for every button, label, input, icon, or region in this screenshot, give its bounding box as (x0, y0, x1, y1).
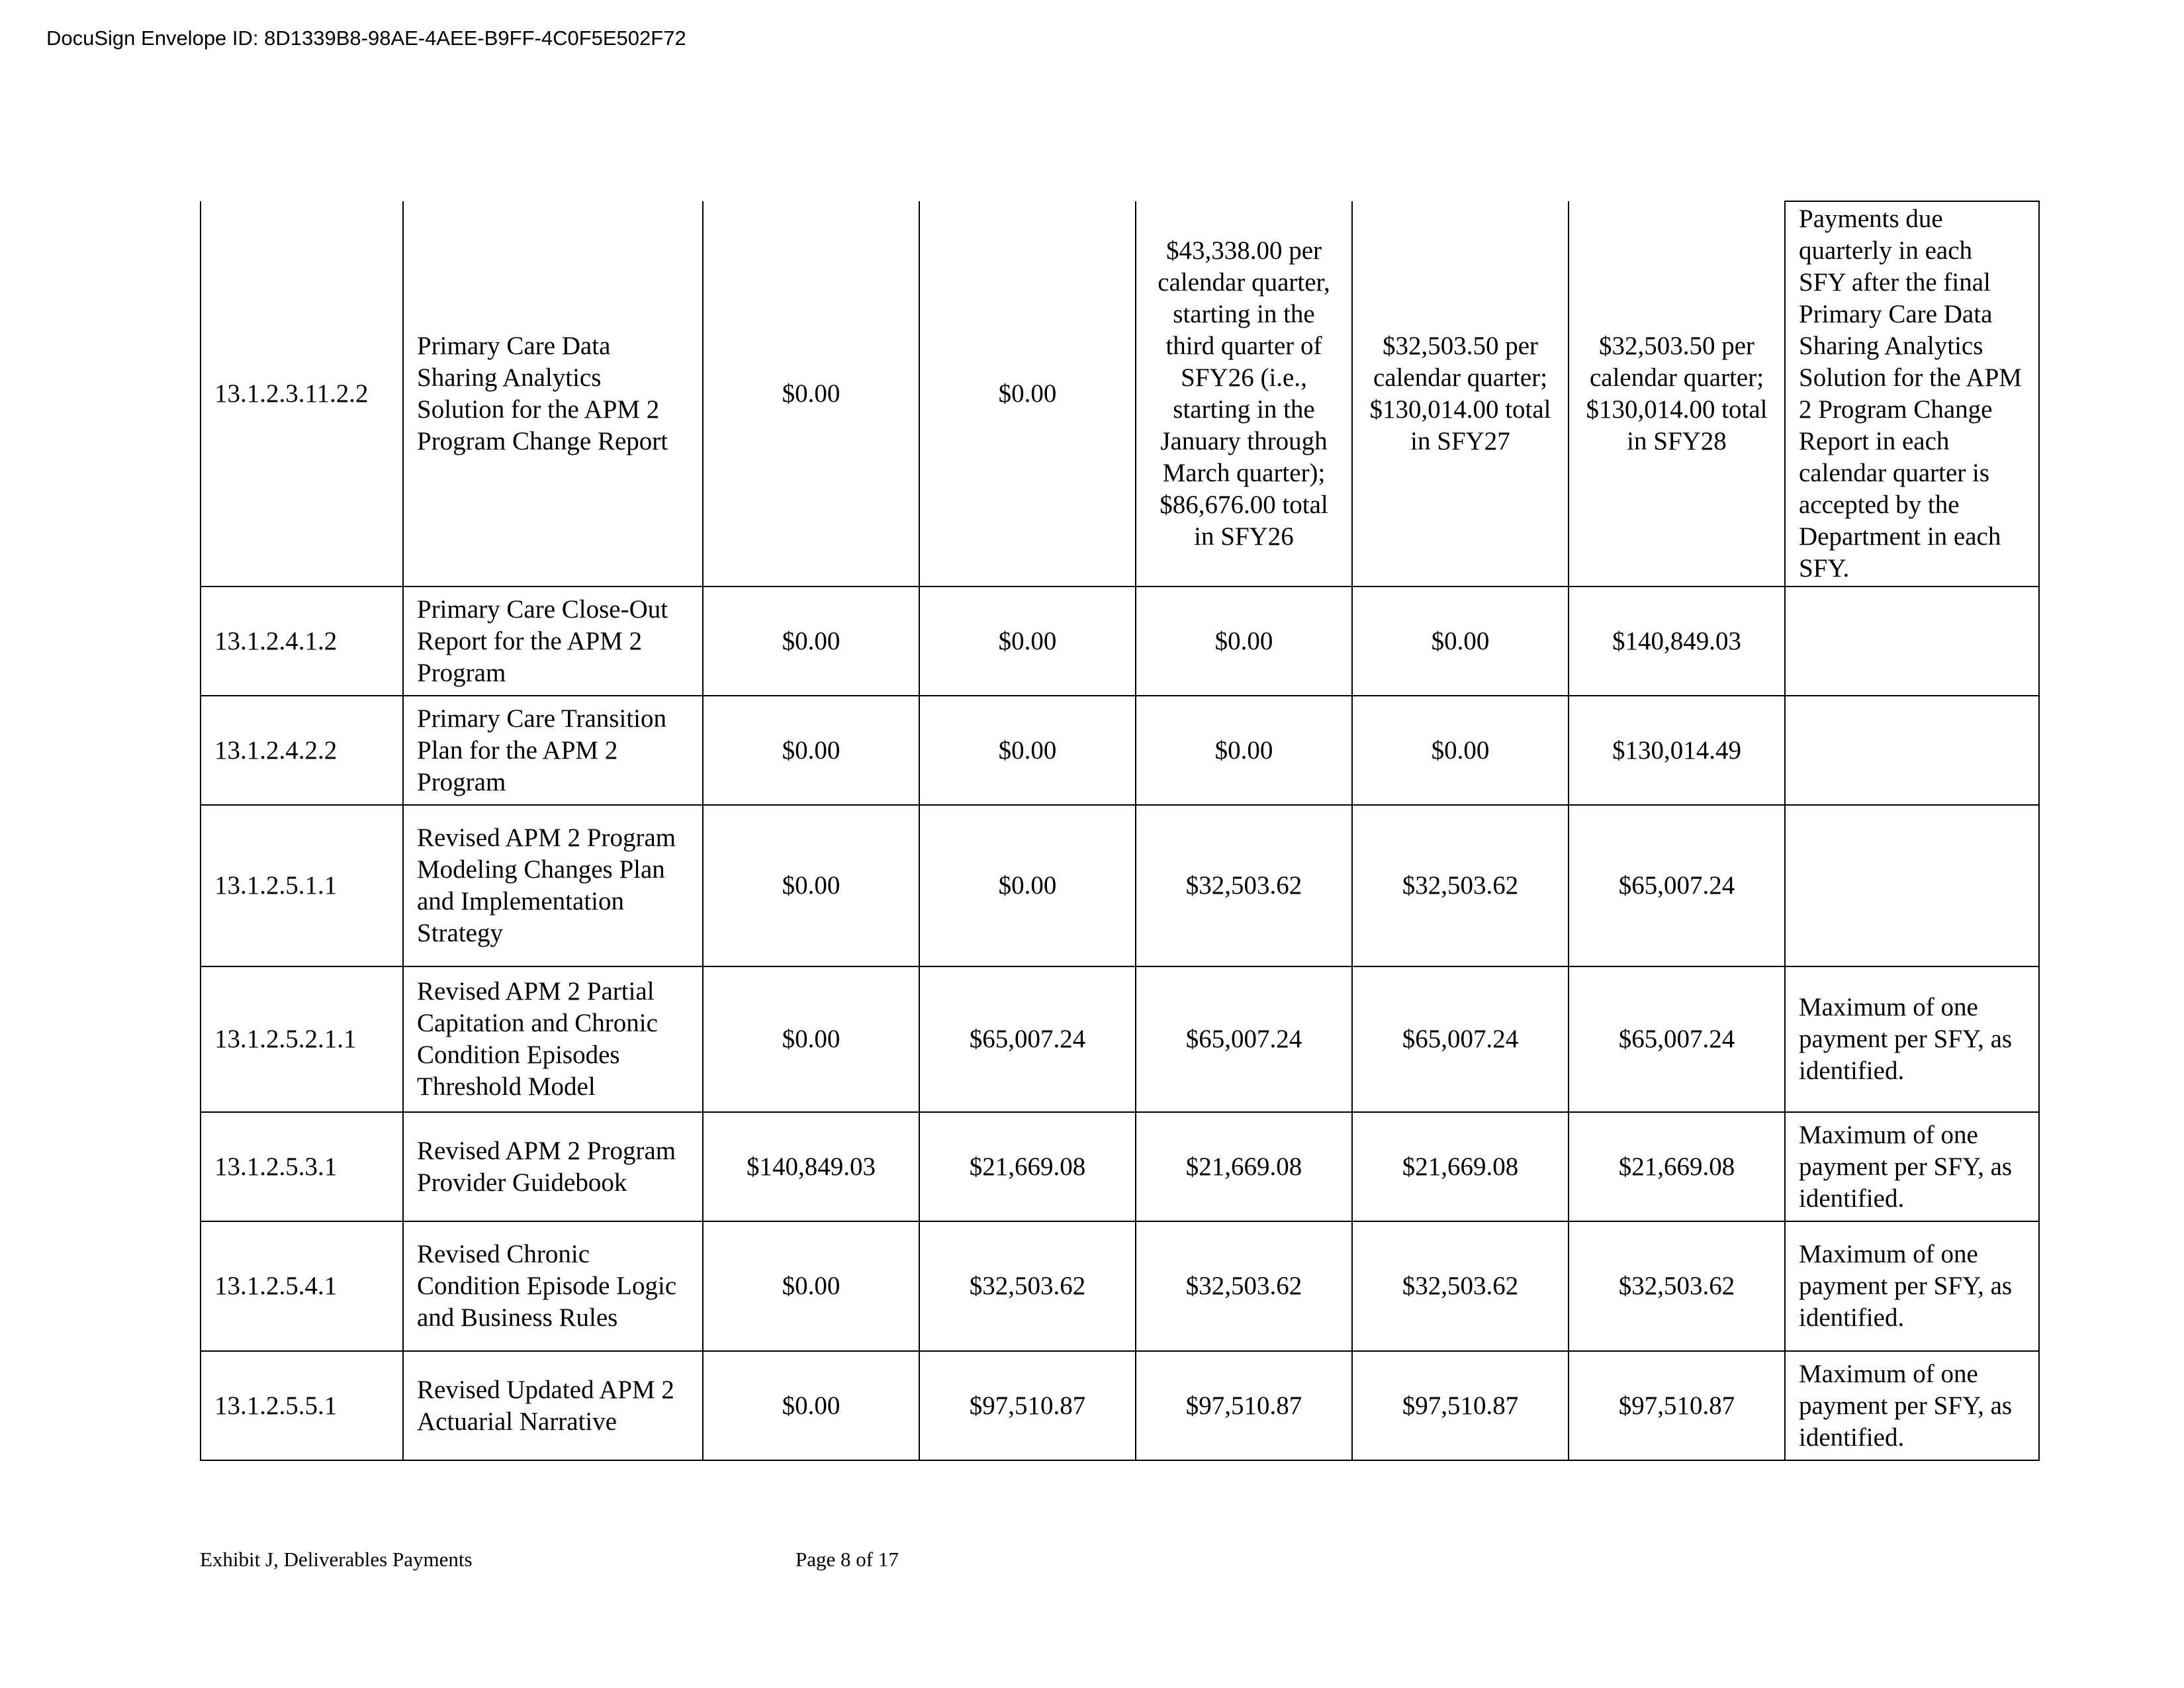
deliverable-name-cell: Revised APM 2 Partial Capitation and Chronic Condition Episodes Threshold Model (403, 966, 703, 1112)
notes-cell (1785, 696, 2039, 805)
deliverable-name-cell: Primary Care Close-Out Report for the APM 2 Program (403, 586, 703, 696)
table-row (201, 805, 2039, 966)
deliverable-name-cell: Revised APM 2 Program Provider Guidebook (403, 1112, 703, 1221)
notes-cell (1785, 805, 2039, 966)
deliverable-id-cell: 13.1.2.5.5.1 (201, 1351, 403, 1460)
table-row (201, 696, 2039, 805)
payment-cell: $0.00 (703, 586, 919, 696)
deliverable-name-cell: Primary Care Data Sharing Analytics Solution for the APM 2 Program Change Report (403, 201, 703, 586)
payment-cell: $0.00 (1136, 696, 1352, 805)
payment-cell: $0.00 (919, 805, 1136, 966)
payment-cell: $140,849.03 (1569, 586, 1785, 696)
deliverable-id-cell: 13.1.2.4.2.2 (201, 696, 403, 805)
deliverable-name-cell: Primary Care Transition Plan for the APM 2 Program (403, 696, 703, 805)
payment-cell: $32,503.62 (1136, 1221, 1352, 1351)
deliverable-id-cell: 13.1.2.5.2.1.1 (201, 966, 403, 1112)
notes-cell: Maximum of one payment per SFY, as identified. (1785, 1351, 2039, 1460)
deliverable-id-cell: 13.1.2.5.1.1 (201, 805, 403, 966)
payment-cell: $65,007.24 (1352, 966, 1569, 1112)
payment-cell: $32,503.50 per calendar quarter; $130,014.00 total in SFY27 (1352, 201, 1569, 586)
payment-cell: $32,503.62 (1569, 1221, 1785, 1351)
table-row (201, 1221, 2039, 1351)
footer-exhibit-title: Exhibit J, Deliverables Payments (200, 1548, 473, 1571)
payment-cell: $65,007.24 (919, 966, 1136, 1112)
payment-cell: $97,510.87 (919, 1351, 1136, 1460)
payment-cell: $0.00 (919, 201, 1136, 586)
docusign-envelope-id: DocuSign Envelope ID: 8D1339B8-98AE-4AEE-B9FF-4C0F5E502F72 (46, 26, 686, 50)
payment-cell: $97,510.87 (1352, 1351, 1569, 1460)
table-row (201, 1351, 2039, 1460)
payment-cell: $0.00 (703, 1221, 919, 1351)
payment-cell: $32,503.62 (919, 1221, 1136, 1351)
payment-cell: $43,338.00 per calendar quarter, starting in the third quarter of SFY26 (i.e., starting in the January through March quarter); $86,676.00 total in SFY26 (1136, 201, 1352, 586)
payment-cell: $0.00 (703, 201, 919, 586)
table-row (201, 966, 2039, 1112)
payment-cell: $97,510.87 (1136, 1351, 1352, 1460)
payment-cell: $0.00 (703, 696, 919, 805)
notes-cell: Payments due quarterly in each SFY after the final Primary Care Data Sharing Analytics Solution for the APM 2 Program Change Report in each calendar quarter is accepted by the Department in each SFY. (1785, 201, 2039, 586)
deliverable-name-cell: Revised APM 2 Program Modeling Changes Plan and Implementation Strategy (403, 805, 703, 966)
footer-page-number: Page 8 of 17 (796, 1548, 899, 1571)
notes-cell (1785, 586, 2039, 696)
table-row (201, 1112, 2039, 1221)
payment-cell: $65,007.24 (1569, 966, 1785, 1112)
notes-cell: Maximum of one payment per SFY, as identified. (1785, 966, 2039, 1112)
payment-cell: $65,007.24 (1136, 966, 1352, 1112)
payment-cell: $97,510.87 (1569, 1351, 1785, 1460)
notes-cell: Maximum of one payment per SFY, as identified. (1785, 1221, 2039, 1351)
payment-cell: $21,669.08 (1352, 1112, 1569, 1221)
payment-cell: $21,669.08 (1136, 1112, 1352, 1221)
notes-cell: Maximum of one payment per SFY, as identified. (1785, 1112, 2039, 1221)
deliverable-id-cell: 13.1.2.4.1.2 (201, 586, 403, 696)
table-row (201, 586, 2039, 696)
deliverable-id-cell: 13.1.2.3.11.2.2 (201, 201, 403, 586)
deliverables-payments-table (200, 201, 2040, 1461)
payment-cell: $21,669.08 (1569, 1112, 1785, 1221)
payment-cell: $32,503.62 (1352, 805, 1569, 966)
payment-cell: $0.00 (1352, 696, 1569, 805)
table-row (201, 201, 2039, 586)
payment-cell: $0.00 (703, 1351, 919, 1460)
payment-cell: $32,503.62 (1136, 805, 1352, 966)
payment-cell: $21,669.08 (919, 1112, 1136, 1221)
deliverable-id-cell: 13.1.2.5.4.1 (201, 1221, 403, 1351)
payment-cell: $0.00 (703, 805, 919, 966)
payment-cell: $0.00 (703, 966, 919, 1112)
payment-cell: $0.00 (1136, 586, 1352, 696)
deliverable-id-cell: 13.1.2.5.3.1 (201, 1112, 403, 1221)
payment-cell: $0.00 (919, 696, 1136, 805)
deliverable-name-cell: Revised Updated APM 2 Actuarial Narrative (403, 1351, 703, 1460)
payment-cell: $0.00 (919, 586, 1136, 696)
payment-cell: $65,007.24 (1569, 805, 1785, 966)
payment-cell: $140,849.03 (703, 1112, 919, 1221)
payment-cell: $32,503.50 per calendar quarter; $130,014.00 total in SFY28 (1569, 201, 1785, 586)
payment-cell: $130,014.49 (1569, 696, 1785, 805)
payment-cell: $0.00 (1352, 586, 1569, 696)
payment-cell: $32,503.62 (1352, 1221, 1569, 1351)
deliverable-name-cell: Revised Chronic Condition Episode Logic and Business Rules (403, 1221, 703, 1351)
